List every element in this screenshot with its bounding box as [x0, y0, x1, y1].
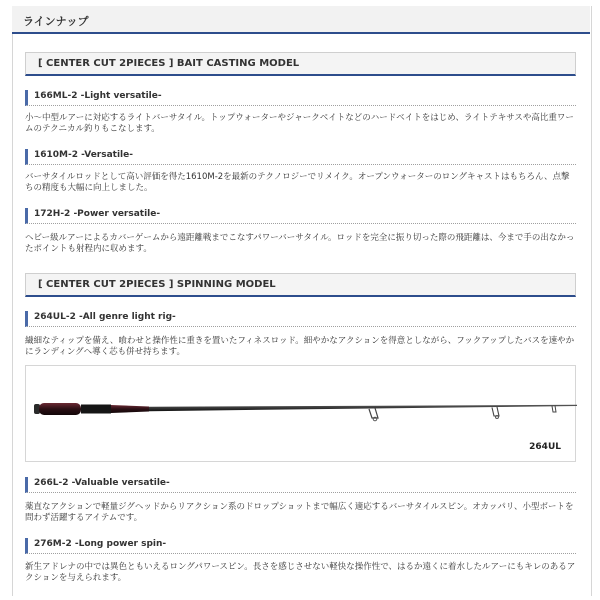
model-heading-1610m [25, 149, 576, 165]
fishing-rod-illustration [26, 366, 577, 463]
model-name: 266L-2 -Valuable versatile- [34, 478, 170, 488]
front-grip [111, 405, 149, 413]
reel-seat [81, 405, 111, 414]
spinning-section-header [25, 273, 576, 297]
baitcasting-section-header [25, 52, 576, 76]
page-title: ラインナップ [23, 15, 89, 28]
section-title: [ CENTER CUT 2PIECES ] BAIT CASTING MODEL [38, 58, 300, 69]
rod-blank [149, 405, 577, 411]
model-heading-276m [25, 538, 576, 554]
model-name: 172H-2 -Power versatile- [34, 209, 161, 219]
model-description-172h: ヘビー級ルアーによるカバーゲームから遠距離戦までこなすパワーバーサタイル。ロッドを完全に振り切った際の飛距離は、今まで手の出なかったポイントも射程内に収めます。 [25, 233, 575, 254]
model-name: 1610M-2 -Versatile- [34, 150, 133, 160]
lineup-header [12, 6, 590, 34]
model-heading-266l [25, 477, 576, 493]
rear-grip [39, 403, 81, 415]
model-heading-166ml [25, 90, 576, 106]
model-description-264ul: 繊細なティップを備え、喰わせと操作性に重きを置いたフィネスロッド。細やかなアクションを得意としながら、フックアップしたバスを速やかにランディングへ導く芯も併せ持ちます。 [25, 336, 575, 357]
model-description-1610m: バーサタイルロッドとして高い評価を得た1610M-2を最新のテクノロジーでリメイク。オープンウォーターのロングキャストはもちろん、点撃ちの精度も大幅に向上しました。 [25, 172, 570, 193]
model-name: 276M-2 -Long power spin- [34, 539, 167, 549]
rod-image-label: 264UL [529, 442, 561, 452]
model-heading-172h [25, 208, 576, 224]
model-name: 166ML-2 -Light versatile- [34, 91, 162, 101]
rod-image-264ul [25, 365, 576, 462]
model-description-166ml: 小～中型ルアーに対応するライトバーサタイル。トップウォーターやジャークベイトなどのハードベイトをはじめ、ライトテキサスや高比重ワームのテクニカル釣りもこなします。 [25, 113, 574, 134]
model-description-266l: 薬直なアクションで軽量ジグヘッドからリアクション系のドロップショットまで幅広く適応するバーサタイルスピン。オカッパリ、小型ボートを問わず活躍するアイテムです。 [25, 502, 574, 523]
model-name: 264UL-2 -All genre light rig- [34, 312, 176, 322]
model-heading-264ul [25, 311, 576, 327]
section-title: [ CENTER CUT 2PIECES ] SPINNING MODEL [38, 279, 276, 290]
model-description-276m: 新生アドレナの中では異色ともいえるロングパワースピン。長さを感じさせない軽快な操作性で、はるか遠くに着水したルアーにもキレのあるアクションを与えられます。 [25, 562, 576, 583]
